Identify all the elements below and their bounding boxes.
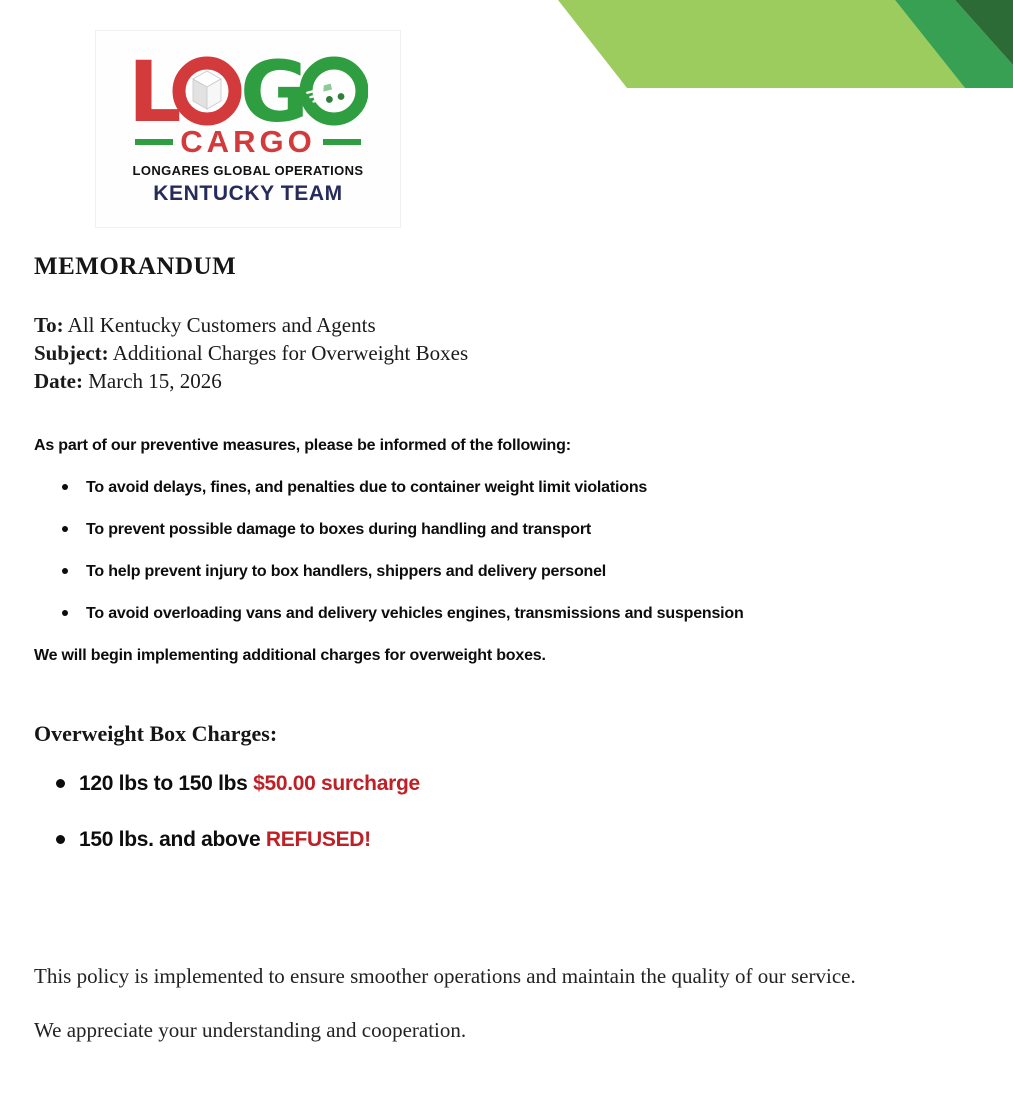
bullet-dot bbox=[62, 484, 68, 490]
implementation-statement: We will begin implementing additional charges for overweight boxes. bbox=[34, 647, 546, 664]
charge-range: 120 lbs to 150 lbs bbox=[79, 772, 254, 795]
charge-amount: $50.00 surcharge bbox=[253, 772, 420, 795]
bullet-dot bbox=[56, 835, 65, 844]
list-item bbox=[34, 479, 985, 496]
field-subject-value: Additional Charges for Overweight Boxes bbox=[112, 341, 469, 365]
charges-heading: Overweight Box Charges: bbox=[34, 721, 278, 746]
reasons-bullet-list bbox=[34, 479, 985, 622]
logo-letter-g: G bbox=[240, 55, 309, 133]
logo-team-name: KENTUCKY TEAM bbox=[153, 182, 343, 205]
memo-title: MEMORANDUM bbox=[34, 253, 237, 280]
field-date-label: Date: bbox=[34, 369, 83, 393]
charge-range: 150 lbs. and above bbox=[79, 828, 266, 851]
field-date-value: March 15, 2026 bbox=[88, 369, 222, 393]
field-to bbox=[34, 311, 985, 339]
charge-item bbox=[34, 772, 985, 795]
memo-header-fields bbox=[34, 311, 985, 395]
charge-item-text bbox=[79, 828, 371, 851]
list-item-text: To avoid delays, fines, and penalties due to container weight limit violations bbox=[86, 479, 648, 496]
bullet-dot bbox=[62, 610, 68, 616]
charges-bullet-list bbox=[34, 772, 985, 851]
field-to-value: All Kentucky Customers and Agents bbox=[67, 313, 376, 337]
logo-cargo-text: CARGO bbox=[180, 124, 316, 159]
list-item-text: To help prevent injury to box handlers, shippers and delivery personel bbox=[86, 563, 607, 580]
field-date bbox=[34, 367, 985, 395]
charge-amount: REFUSED! bbox=[265, 828, 371, 851]
memo-content bbox=[34, 0, 985, 1042]
bullet-dot bbox=[62, 526, 68, 532]
field-subject bbox=[34, 339, 985, 367]
list-item bbox=[34, 521, 985, 538]
intro-paragraph: As part of our preventive measures, please be informed of the following: bbox=[34, 437, 571, 454]
bullet-dot bbox=[62, 568, 68, 574]
logo-tagline: LONGARES GLOBAL OPERATIONS bbox=[132, 163, 364, 178]
charge-item-text bbox=[79, 772, 420, 795]
field-subject-label: Subject: bbox=[34, 341, 109, 365]
closing-paragraph: We appreciate your understanding and cooperation. bbox=[34, 1018, 467, 1042]
logo-letter-l: L bbox=[128, 55, 182, 133]
list-item bbox=[34, 563, 985, 580]
field-to-label: To: bbox=[34, 313, 64, 337]
list-item bbox=[34, 605, 985, 622]
closing-paragraph: This policy is implemented to ensure smoother operations and maintain the quality of our service. bbox=[34, 964, 856, 988]
list-item-text: To prevent possible damage to boxes during handling and transport bbox=[86, 521, 591, 538]
bullet-dot bbox=[56, 779, 65, 788]
list-item-text: To avoid overloading vans and delivery vehicles engines, transmissions and suspension bbox=[86, 605, 744, 622]
charge-item bbox=[34, 828, 985, 851]
